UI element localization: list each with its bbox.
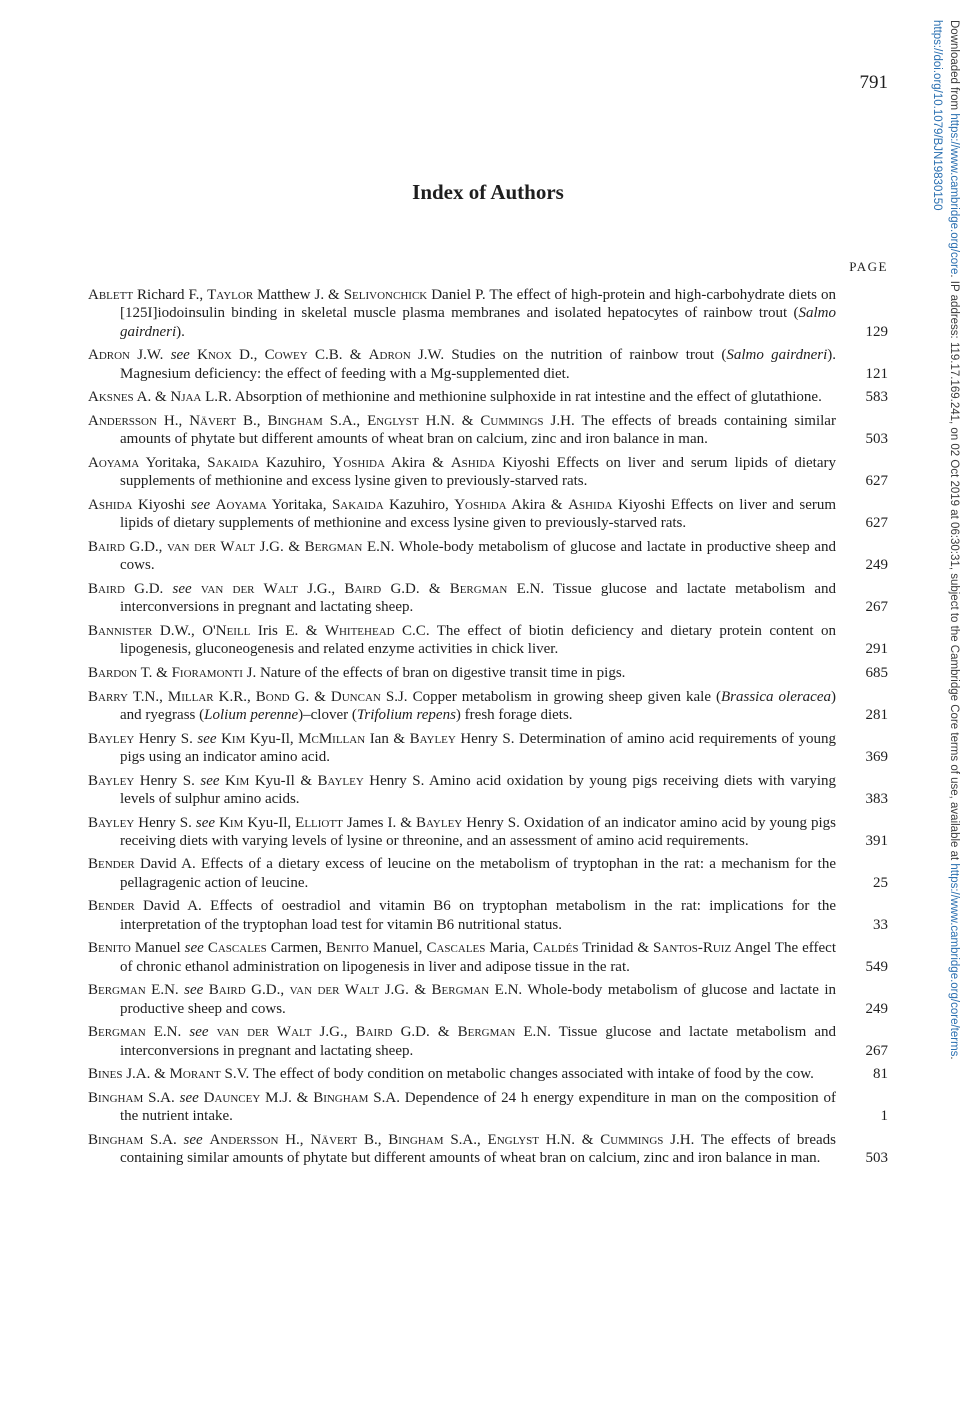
entry-text-run: T. & (137, 664, 172, 681)
author-name: Bergman (431, 982, 490, 999)
index-entry-page: 627 (865, 473, 888, 490)
italic-text: see (190, 496, 211, 513)
page-title: Index of Authors (412, 180, 564, 204)
entry-text-run: Kiyoshi Effects on liver and serum lipids of dietary supplements of methionine and excess lysine given to previously-starved rats. (120, 496, 837, 532)
index-entry (88, 580, 888, 617)
entry-text-run: C.C. The effect of biotin deficiency and dietary protein content on lipogenesis, gluconeogenesis and related enzyme activities in chick liver. (120, 622, 836, 658)
author-name: Taylor (207, 287, 254, 303)
index-entry (88, 346, 888, 383)
author-name: Bingham (88, 1132, 144, 1149)
entry-text-run: S.V. The effect of body condition on metabolic changes associated with intake of food by the cow. (220, 1066, 814, 1083)
author-name: Bergman (88, 1024, 146, 1041)
author-name: Dauncey (203, 1090, 261, 1107)
entry-text-run: Iris E. & (250, 622, 325, 639)
author-name: Baird (88, 538, 125, 555)
author-name: Yoshida (454, 496, 507, 513)
author-name: Knox (197, 347, 232, 364)
index-entry-text (88, 981, 888, 1018)
author-name: Aksnes (88, 389, 134, 406)
author-name: Bergman (304, 538, 363, 555)
author-name: Cummings (600, 1132, 664, 1149)
watermark-core-link[interactable]: https://www.cambridge.org/core (948, 113, 960, 275)
index-entry-page: 583 (865, 389, 888, 406)
index-entry-text (88, 538, 888, 575)
entry-text-run: J. Nature of the effects of bran on digestive transit time in pigs. (242, 664, 626, 681)
entry-text-run: Henry S. (134, 730, 198, 747)
italic-text: see (195, 814, 216, 831)
index-entry-text (88, 688, 888, 725)
index-entry-page: 503 (865, 431, 888, 448)
index-entry-page: 627 (865, 515, 888, 532)
index-entry (88, 1065, 888, 1083)
entry-text-run: Henry S. (134, 814, 196, 831)
entry-text-run (209, 1024, 217, 1040)
entry-text-run: Kyu-Il, (245, 730, 299, 747)
author-name: Benito (88, 940, 131, 957)
author-name: Sakaida (207, 454, 260, 471)
index-entry-text (88, 580, 888, 617)
entry-text-run: D.W., (152, 622, 203, 639)
entry-text-run: E.N. (145, 1024, 190, 1041)
author-name: Bender (88, 898, 135, 915)
author-name: Bender (88, 856, 135, 873)
download-watermark (920, 20, 962, 1260)
author-name: van der Walt (216, 1024, 312, 1041)
entry-text-run: S.A. Dependence of 24 h energy expenditure in man on the composition of the nutrient intake. (120, 1090, 837, 1125)
author-name: Bingham (313, 1090, 369, 1107)
author-name: Cowey (264, 347, 308, 364)
index-entry-text (88, 388, 888, 406)
index-entry-page: 267 (865, 599, 888, 616)
index-entry (88, 538, 888, 575)
index-entry-page: 369 (865, 748, 888, 765)
italic-text: see (200, 772, 220, 789)
author-name: Caldés (533, 940, 579, 957)
author-name: van der Walt (289, 982, 380, 999)
author-name: Ashida (568, 496, 613, 513)
italic-text: see (170, 347, 190, 364)
entry-text-run: G.D. & (381, 580, 450, 597)
page-column-header: PAGE (849, 259, 888, 274)
italic-text: see (183, 1132, 203, 1149)
watermark-line-1 (945, 20, 962, 1260)
entry-text-run: M.J. & (260, 1090, 314, 1107)
index-entry (88, 688, 888, 725)
italic-text: see (184, 940, 204, 957)
author-name: Bingham (267, 412, 323, 429)
author-name: Andersson (209, 1132, 279, 1149)
index-entry-page: 25 (873, 874, 888, 891)
author-name: van der Walt (167, 538, 255, 555)
author-name: Nävert (189, 412, 237, 429)
index-entry-text (88, 939, 888, 976)
index-entry-page: 391 (865, 832, 888, 849)
author-name: Duncan (330, 688, 381, 705)
author-name: Baird (344, 580, 382, 597)
entry-text-run: Akira & (384, 454, 451, 471)
entry-text-run: Henry S. Amino acid oxidation by young pigs receiving diets with varying levels of sulphur amino acids. (120, 772, 837, 807)
author-name: Kim (225, 772, 250, 789)
index-entry-page: 267 (865, 1042, 888, 1059)
author-name: Ashida (450, 454, 496, 471)
entry-text-run: H.N. & (539, 1132, 601, 1149)
author-name: Cummings (480, 412, 544, 429)
index-entry-text (88, 454, 888, 491)
index-entry (88, 939, 888, 976)
entry-text-run: E.N. Tissue glucose and lactate metabolism and interconversions in pregnant and lactating sheep. (120, 580, 836, 616)
index-entry-text (88, 730, 888, 767)
index-entry-text (88, 346, 888, 383)
entry-text-run: L.R. Absorption of methionine and methionine sulphoxide in rat intestine and the effect of glutathione. (201, 389, 822, 406)
entry-text-run: J.A. & (122, 1066, 170, 1083)
entry-text-run: T.N., (127, 688, 168, 705)
index-entry (88, 454, 888, 491)
author-name: Bannister (88, 622, 153, 639)
author-name: Andersson (88, 412, 157, 429)
author-name: Elliott (295, 814, 343, 831)
entry-text-run: H., (156, 412, 190, 429)
index-entry-text (88, 286, 888, 341)
index-entry-page: 249 (865, 557, 888, 574)
entry-text-run: J.W. (130, 347, 171, 364)
entry-text-run: Yoritaka, (139, 454, 208, 471)
entry-text-run: Kiyoshi Effects on liver and serum lipids of dietary supplements of methionine and excess lysine given to previously-starved rats. (120, 454, 836, 490)
index-entry-page: 249 (865, 1000, 888, 1017)
author-name: Bergman (449, 580, 508, 597)
entry-text-run: Manuel, (368, 940, 427, 957)
entry-text-run: J.W. Studies on the nutrition of rainbow trout ( (410, 347, 727, 364)
italic-text: see (197, 730, 217, 747)
entry-text-run: J.H. The effects of breads containing similar amounts of phytate but different amounts of wheat bran on calcium, zinc and iron balance in man. (120, 1132, 836, 1167)
author-name: Barry (88, 688, 128, 705)
author-name: Bines (88, 1066, 123, 1083)
watermark-doi-link[interactable]: https://doi.org/10.1079/BJN19830150 (931, 20, 943, 211)
entry-text-run: Yoritaka, (266, 496, 332, 513)
italic-text: Salmo gairdneri (120, 305, 836, 340)
index-entry-page: 503 (865, 1150, 888, 1167)
author-name: Bayley (317, 772, 364, 789)
author-name: Morant (169, 1066, 221, 1083)
author-name: Cascales (207, 940, 267, 957)
entry-text-run: J.G., (311, 1024, 356, 1041)
author-name: Baird (355, 1024, 393, 1041)
entry-text-run: J.G. & (254, 538, 305, 555)
entry-text-run: Henry S. Determination of amino acid requirements of young pigs using an indicator amino acid. (120, 730, 836, 765)
entry-text-run: G.D. & (392, 1024, 458, 1041)
index-entry (88, 772, 888, 809)
index-entry (88, 814, 888, 851)
author-name: Whitehead (324, 622, 395, 639)
author-name: Bayley (88, 772, 135, 789)
author-name: Bayley (409, 730, 456, 747)
author-name: Ashida (88, 496, 133, 513)
entry-text-run: S.A., (443, 1132, 488, 1149)
author-index-list (88, 286, 888, 1173)
entry-text-run: A. & (133, 389, 171, 406)
italic-text: see (184, 982, 204, 999)
index-entry-text (88, 496, 888, 533)
author-name: Ablett (88, 287, 134, 303)
italic-text: Trifolium repens (356, 706, 456, 723)
index-entry (88, 855, 888, 892)
entry-text-run: G. & (289, 688, 331, 705)
index-entry (88, 664, 888, 682)
italic-text: Brassica oleracea (721, 688, 831, 705)
entry-text-run: David A. Effects of oestradiol and vitamin B6 on tryptophan metabolism in the rat: implications for the interpretation of the tryptophan load test for vitamin B6 nutritional status. (120, 898, 836, 933)
author-name: Bardon (88, 664, 138, 681)
entry-text-run: ). (176, 323, 185, 340)
index-entry (88, 897, 888, 934)
index-entry-text (88, 814, 888, 851)
italic-text: Salmo gairdneri (726, 347, 828, 364)
entry-text-run: Ian & (365, 730, 410, 747)
index-entry-text (88, 1023, 888, 1060)
entry-text-run: ) fresh forage diets. (455, 706, 573, 723)
italic-text: see (189, 1024, 209, 1041)
entry-text-run: G.D., (245, 982, 290, 999)
author-name: Njaa (170, 389, 202, 406)
author-name: Yoshida (332, 454, 385, 471)
author-name: Fioramonti (171, 664, 243, 681)
entry-text-run: D., (231, 347, 265, 364)
entry-text-run: )–clover ( (298, 706, 357, 723)
author-name: Benito (326, 940, 369, 957)
author-name: van der Walt (200, 580, 298, 597)
entry-text-run: S.A. (143, 1132, 184, 1149)
author-name: Bingham (88, 1090, 144, 1107)
entry-text-run: Maria, (485, 940, 533, 957)
author-name: Englyst (487, 1132, 539, 1149)
entry-text-run: Henry S. (134, 772, 201, 789)
entry-text-run: Daniel P. The effect of high-protein and high-carbohydrate diets on [125I]iodoinsulin binding in skeletal muscle plasma membranes and isolated hepatocytes of rainbow trout ( (120, 287, 837, 322)
index-entry (88, 1131, 888, 1168)
entry-text-run: Kyu-Il & (249, 772, 318, 789)
index-entry (88, 622, 888, 659)
entry-text-run: K.R., (213, 688, 256, 705)
entry-text-run: Richard F., (133, 287, 208, 303)
index-entry-text (88, 897, 888, 934)
index-entry (88, 1089, 888, 1126)
entry-text-run: S.J. Copper metabolism in growing sheep given kale ( (380, 688, 721, 705)
author-name: Baird (208, 982, 246, 999)
entry-text-run: Matthew J. & (253, 287, 344, 303)
index-entry-text (88, 1089, 888, 1126)
entry-text-run: David A. Effects of a dietary excess of leucine on the metabolism of tryptophan in the rat: a mechanism for the pellagragenic action of leucine. (120, 856, 836, 891)
entry-text-run: J.H. The effects of breads containing similar amounts of phytate but different amounts of wheat bran on calcium, zinc and iron balance in man. (120, 412, 836, 448)
entry-text-run: S.A., (322, 412, 368, 429)
entry-text-run: B., (236, 412, 268, 429)
entry-text-run: G.D., (124, 538, 168, 555)
entry-text-run: J.G. & (379, 982, 432, 999)
index-entry-page: 121 (865, 365, 888, 382)
index-entry (88, 388, 888, 406)
index-entry-page: 291 (865, 641, 888, 658)
index-entry-page: 383 (865, 790, 888, 807)
entry-text-run: Kiyoshi (132, 496, 191, 513)
entry-text-run: Kyu-Il, (243, 814, 296, 831)
author-name: Kim (219, 814, 244, 831)
author-name: Aoyama (215, 496, 267, 513)
entry-text-run: S.A. (143, 1090, 180, 1107)
italic-text: Lolium perenne (204, 706, 299, 723)
author-name: O'Neill (202, 622, 251, 639)
entry-text-run: Henry S. Oxidation of an indicator amino acid by young pigs receiving diets with varying levels of lysine or threonine, and an assessment of amino acid requirements. (120, 814, 836, 849)
index-entry-page: 81 (873, 1066, 888, 1083)
index-entry-text (88, 1131, 888, 1168)
watermark-terms-link[interactable]: https://www.cambridge.org/core/terms (948, 863, 960, 1057)
entry-text-run: Trinidad & (578, 940, 654, 957)
index-entry-text (88, 412, 888, 449)
watermark-prefix: Downloaded from (948, 20, 960, 114)
entry-text-run: E.N. Whole-body metabolism of glucose and lactate in productive sheep and cows. (120, 982, 837, 1017)
author-name: Aoyama (88, 454, 140, 471)
index-entry-text (88, 664, 888, 682)
author-name: Englyst (367, 412, 419, 429)
entry-text-run: E.N. Tissue glucose and lactate metabolism and interconversions in pregnant and lactating sheep. (120, 1024, 837, 1059)
author-name: Baird (88, 580, 125, 597)
index-entry (88, 496, 888, 533)
author-name: Bergman (88, 982, 146, 999)
author-name: Bergman (457, 1024, 516, 1041)
entry-text-run: Kazuhiro, (383, 496, 455, 513)
entry-text-run (192, 581, 201, 597)
author-name: Nävert (310, 1132, 358, 1149)
author-name: McMillan (298, 730, 366, 747)
entry-text-run: B., (357, 1132, 389, 1149)
author-name: Cascales (426, 940, 486, 957)
author-name: Millar (167, 688, 214, 705)
index-entry (88, 286, 888, 341)
entry-text-run: E.N. Whole-body metabolism of glucose and lactate in productive sheep and cows. (120, 538, 836, 574)
watermark-line-2 (928, 20, 945, 1260)
index-entry-text (88, 622, 888, 659)
author-name: Adron (368, 347, 411, 364)
index-entry (88, 1023, 888, 1060)
entry-text-run: James I. & (342, 814, 416, 831)
watermark-middle: . IP address: 119.17.169.241, on 02 Oct 2019 at 06:30:31, subject to the Cambridge Core terms of use, available at (948, 274, 960, 864)
entry-text-run: Carmen, (266, 940, 327, 957)
author-name: Adron (88, 347, 131, 364)
author-name: Kim (221, 730, 246, 747)
entry-text-run: Angel The effect of chronic ethanol administration on lipogenesis in liver and adipose tissue in the rat. (120, 940, 836, 975)
author-name: Sakaida (331, 496, 384, 513)
author-name: Santos-Ruiz (653, 940, 732, 957)
index-entry-text (88, 1065, 888, 1083)
author-name: Bayley (88, 730, 135, 747)
index-entry-page: 549 (865, 958, 888, 975)
entry-text-run: Kazuhiro, (259, 454, 333, 471)
index-entry (88, 730, 888, 767)
index-entry-page: 685 (865, 664, 888, 681)
author-name: Bond (255, 688, 290, 705)
index-entry (88, 412, 888, 449)
index-entry-page: 1 (880, 1108, 888, 1125)
entry-text-run: H., (278, 1132, 311, 1149)
entry-text-run: H.N. & (418, 412, 481, 429)
entry-text-run: G.D. (124, 580, 173, 597)
index-entry-text (88, 772, 888, 809)
author-name: Bayley (415, 814, 463, 831)
index-entry (88, 981, 888, 1018)
index-entry-page: 33 (873, 916, 888, 933)
index-entry-page: 281 (865, 706, 888, 723)
index-entry-text (88, 855, 888, 892)
entry-text-run: J.G., (297, 580, 345, 597)
italic-text: see (172, 580, 192, 597)
author-name: Bayley (88, 814, 135, 831)
index-entry-page: 129 (865, 323, 888, 340)
entry-text-run: Akira & (506, 496, 569, 513)
entry-text-run: ) and ryegrass ( (120, 688, 836, 723)
entry-text-run: Manuel (130, 940, 185, 957)
italic-text: see (179, 1090, 199, 1107)
entry-text-run: C.B. & (307, 347, 369, 364)
entry-text-run: E.N. (145, 982, 185, 999)
entry-text-run: ). Magnesium deficiency: the effect of feeding with a Mg-supplemented diet. (120, 347, 837, 382)
author-name: Selivonchick (343, 287, 428, 303)
author-name: Bingham (388, 1132, 444, 1149)
watermark-suffix: . (948, 1056, 960, 1060)
page-number: 791 (859, 72, 888, 93)
